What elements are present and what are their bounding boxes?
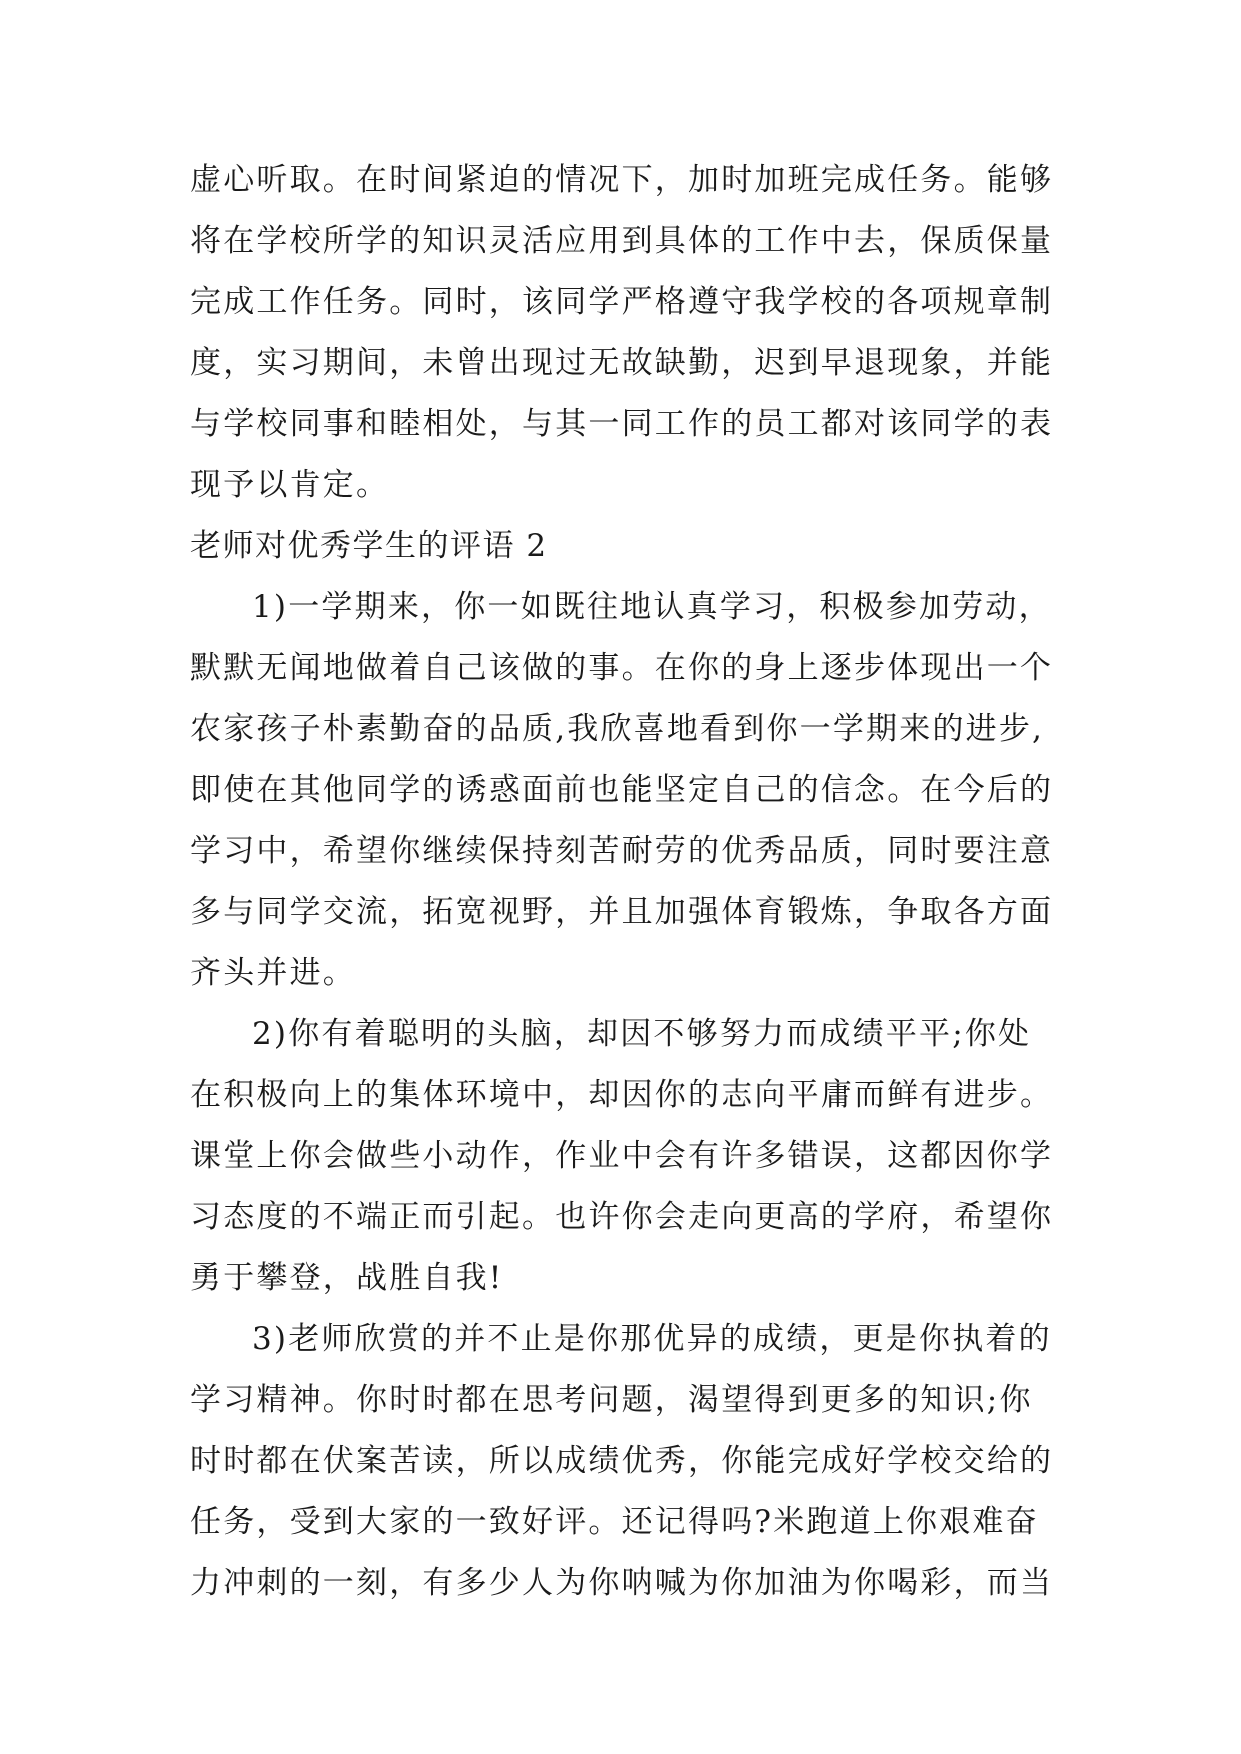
text-line: 1)一学期来，你一如既往地认真学习，积极参加劳动， [252,589,1052,625]
text-line: 任务，受到大家的一致好评。还记得吗?米跑道上你艰难奋 [190,1504,1039,1540]
text-line: 与学校同事和睦相处，与其一同工作的员工都对该同学的表 [190,406,1054,442]
text-line: 农家孩子朴素勤奋的品质,我欣喜地看到你一学期来的进步, [190,711,1045,747]
comment-item-2 [190,1004,1070,1309]
text-line: 度，实习期间，未曾出现过无故缺勤，迟到早退现象，并能 [190,345,1054,381]
text-line: 默默无闻地做着自己该做的事。在你的身上逐步体现出一个 [190,650,1054,686]
comment-item-3 [190,1309,1070,1614]
section-heading: 老师对优秀学生的评语 2 [190,528,548,564]
paragraph-intro [190,150,1070,516]
text-line: 齐头并进。 [190,955,356,991]
text-line: 学习精神。你时时都在思考问题，渴望得到更多的知识;你 [190,1382,1033,1418]
text-line: 勇于攀登，战胜自我! [190,1260,504,1296]
text-line: 3)老师欣赏的并不止是你那优异的成绩，更是你执着的 [252,1321,1052,1357]
text-line: 课堂上你会做些小动作，作业中会有许多错误，这都因你学 [190,1138,1054,1174]
text-line: 学习中，希望你继续保持刻苦耐劳的优秀品质，同时要注意 [190,833,1054,869]
text-line: 将在学校所学的知识灵活应用到具体的工作中去，保质保量 [190,223,1054,259]
text-line: 在积极向上的集体环境中，却因你的志向平庸而鲜有进步。 [190,1077,1054,1113]
text-line: 现予以肯定。 [190,467,390,503]
document-body [190,150,1070,1614]
text-line: 虚心听取。在时间紧迫的情况下，加时加班完成任务。能够 [190,162,1054,198]
text-line: 多与同学交流，拓宽视野，并且加强体育锻炼，争取各方面 [190,894,1054,930]
text-line: 力冲刺的一刻，有多少人为你呐喊为你加油为你喝彩，而当 [190,1565,1054,1601]
text-line: 习态度的不端正而引起。也许你会走向更高的学府，希望你 [190,1199,1054,1235]
text-line: 即使在其他同学的诱惑面前也能坚定自己的信念。在今后的 [190,772,1054,808]
text-line: 完成工作任务。同时，该同学严格遵守我学校的各项规章制 [190,284,1054,320]
text-line: 时时都在伏案苦读，所以成绩优秀，你能完成好学校交给的 [190,1443,1054,1479]
comment-item-1 [190,577,1070,1004]
text-line: 2)你有着聪明的头脑，却因不够努力而成绩平平;你处 [252,1016,1032,1052]
